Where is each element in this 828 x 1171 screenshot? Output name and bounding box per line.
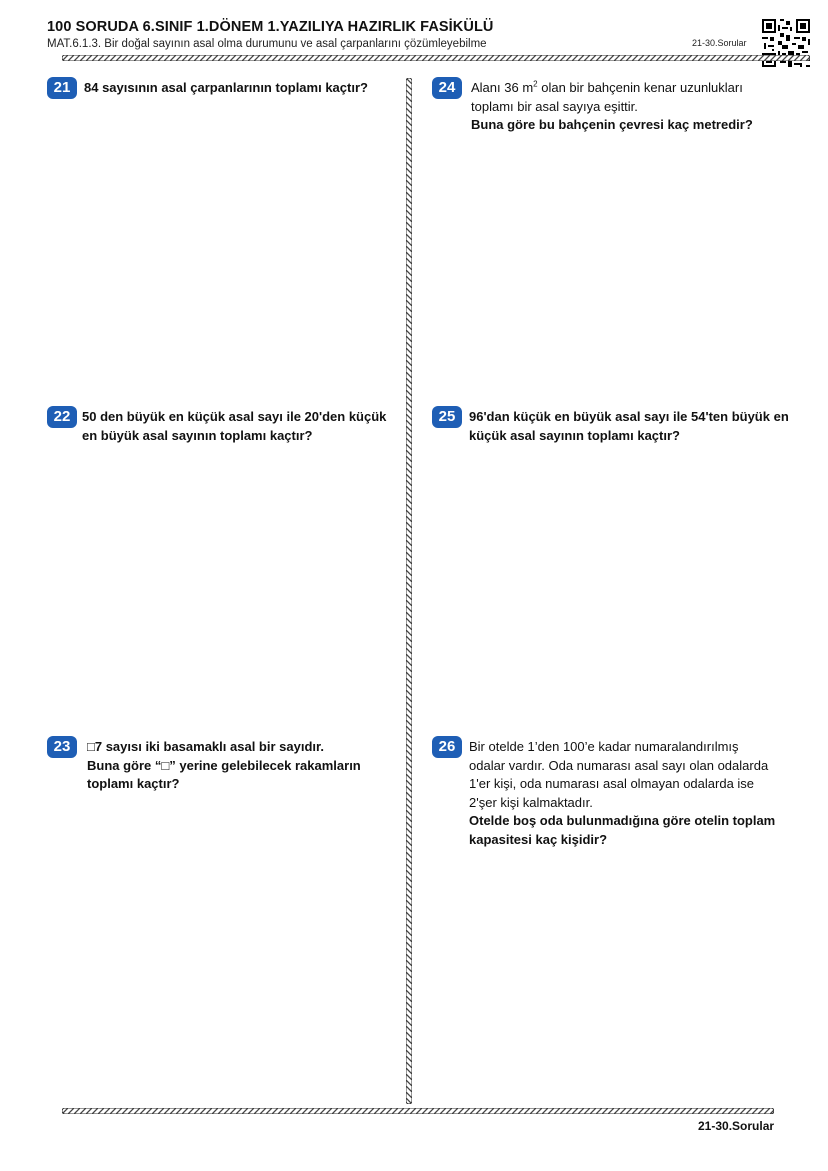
page-title: 100 SORUDA 6.SINIF 1.DÖNEM 1.YAZILIYA HAZIRLIK FASİKÜLÜ (47, 19, 494, 35)
question-text-line: 96'dan küçük en büyük asal sayı ile 54'ten büyük en (469, 409, 789, 424)
question-text-line: 1'er kişi, oda numarası asal olmayan odalarda ise (469, 776, 755, 791)
question-prompt: kapasitesi kaç kişidir? (469, 831, 608, 847)
question-text-line: 2'şer kişi kalmaktadır. (469, 794, 593, 810)
question-text-line: odalar vardır. Oda numarası asal sayı olan odalarda (469, 757, 769, 773)
question-text-line: Buna göre “□” yerine gelebilecek rakamların (87, 757, 361, 773)
question-number-badge: 24 (432, 77, 462, 99)
question-number-badge: 22 (47, 406, 77, 428)
question-text-line: Bir otelde 1’den 100’e kadar numaralandırılmış (469, 739, 739, 754)
question-number-badge: 21 (47, 77, 77, 99)
question-text-line: toplamı bir asal sayıya eşittir. (471, 98, 638, 114)
column-divider (406, 78, 412, 1104)
question-text-line: toplamı kaçtır? (87, 776, 180, 791)
header-question-range: 21-30.Sorular (692, 38, 747, 48)
question-text-line: Alanı 36 $m^2$ olan bir bahçenin kenar uzunlukları (471, 79, 743, 95)
objective-subtitle: MAT.6.1.3. Bir doğal sayının asal olma durumunu ve asal çarpanlarını çözümleyebilme (47, 38, 487, 50)
question-text-line: □7 sayısı iki basamaklı asal bir sayıdır. (87, 739, 324, 754)
question-number-badge: 26 (432, 736, 462, 758)
footer-divider (62, 1108, 774, 1114)
question-text-line: 84 sayısının asal çarpanlarının toplamı kaçtır? (84, 80, 368, 95)
question-number-badge: 23 (47, 736, 77, 758)
question-text-line: küçük asal sayının toplamı kaçtır? (469, 427, 680, 443)
question-text-line: 50 den büyük en küçük asal sayı ile 20'den küçük (82, 409, 387, 424)
question-number-badge: 25 (432, 406, 462, 428)
qr-code-icon (760, 17, 812, 69)
question-prompt: Otelde boş oda bulunmadığına göre otelin toplam (469, 813, 776, 828)
question-text-line: en büyük asal sayının toplamı kaçtır? (82, 427, 313, 443)
question-prompt: Buna göre bu bahçenin çevresi kaç metredir? (471, 117, 753, 132)
footer-question-range: 21-30.Sorular (698, 1119, 775, 1133)
header-divider (62, 55, 810, 61)
